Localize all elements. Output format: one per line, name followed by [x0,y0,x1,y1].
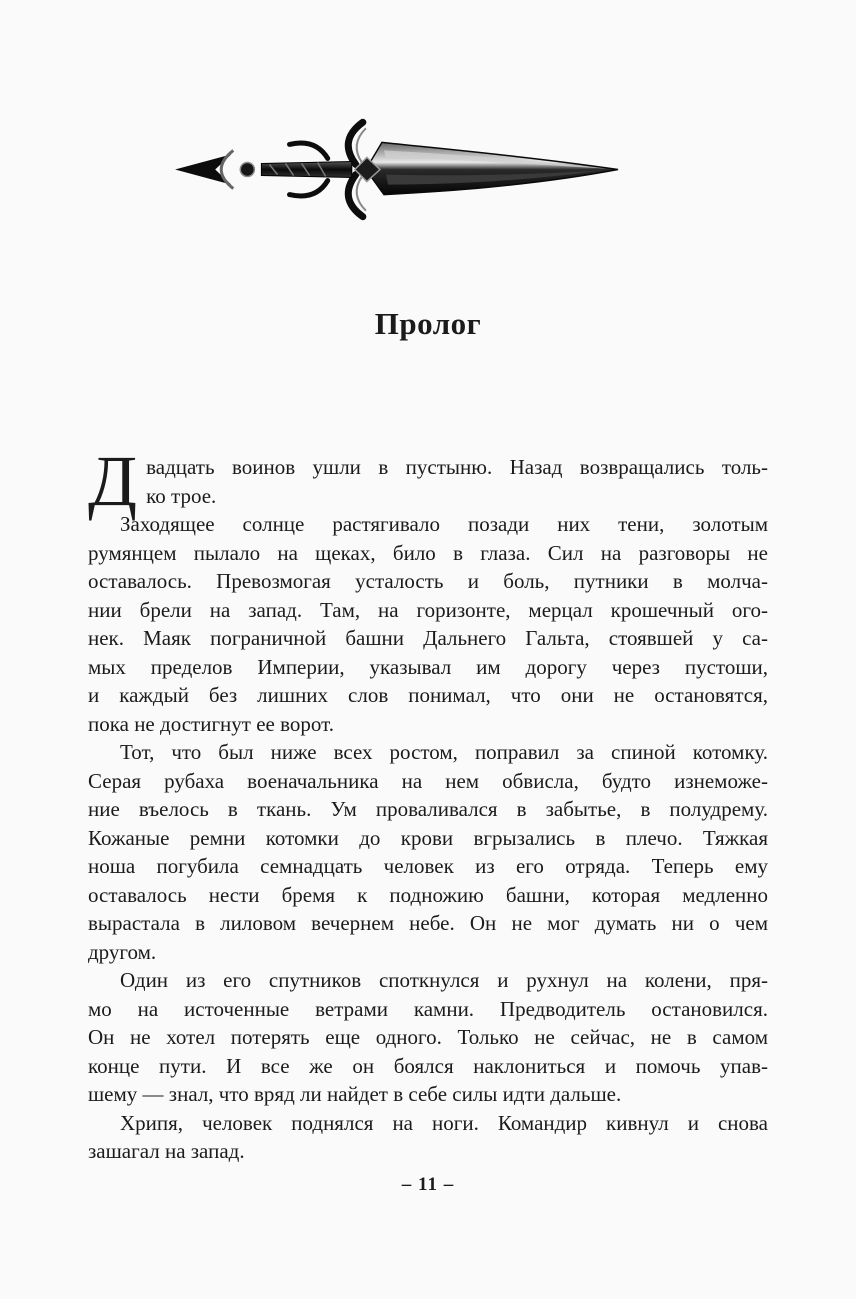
text-line: Заходящее солнце растягивало позади них тени, золотым [120,512,768,536]
text-line: оставалось. Превозмогая усталость и боль, путники в молча- [88,569,768,593]
text-line: вадцать воинов ушли в пустыню. Назад возвращались толь- [146,455,768,479]
text-line: Один из его спутников споткнулся и рухнул на колени, пря- [120,968,768,992]
text-line: Он не хотел потерять еще одного. Только не сейчас, не в самом [88,1025,768,1049]
paragraph [88,1109,768,1166]
text-line: Кожаные ремни котомки до крови вгрызались в плечо. Тяжкая [88,825,768,850]
paragraph [88,441,768,521]
text-line: румянцем пылало на щеках, било в глаза. Сил на разговоры не [88,540,768,565]
text-line: Тот, что был ниже всех ростом, поправил за спиной котомку. [120,740,768,764]
text-line: конце пути. И все же он боялся наклониться и помочь упав- [88,1053,768,1078]
text-line: оставалось нести бремя к подножию башни, которая медленно [88,882,768,907]
drop-cap: Д [88,441,138,521]
text-line: ноша погубила семнадцать человек из его отряда. Теперь ему [88,854,768,878]
text-line: шему — знал, что вряд ли найдет в себе силы идти дальше. [88,1082,622,1106]
text-line: зашагал на запад. [88,1139,245,1163]
text-line: ние въелось в ткань. Ум проваливался в забытье, в полудрему. [88,797,768,821]
paragraph [88,966,768,1109]
text-line: нек. Маяк пограничной башни Дальнего Гальта, стоявшей у са- [88,626,768,650]
text-line: и каждый без лишних слов понимал, что они не остановятся, [88,683,768,707]
text-line: мых пределов Империи, указывал им дорогу через пустоши, [88,654,768,679]
text-line: Серая рубаха военачальника на нем обвисла, будто изнеможе- [88,768,768,793]
paragraph [88,510,768,738]
body-text [88,441,768,1166]
page-number: – 11 – [401,1174,455,1195]
text-line: вырастала в лиловом вечернем небе. Он не мог думать ни о чем [88,911,768,935]
text-line: мо на источенные ветрами камни. Предводитель остановился. [88,996,768,1021]
text-line: ко трое. [146,483,217,508]
chapter-title: Пролог [374,306,482,341]
text-line: Хрипя, человек поднялся на ноги. Командир кивнул и снова [120,1110,768,1135]
sword-ornament-graphic [169,112,621,228]
paragraph [88,738,768,966]
text-line: другом. [88,939,157,964]
text-line: нии брели на запад. Там, на горизонте, мерцал крошечный ого- [88,597,768,622]
sword-ornament [169,112,621,228]
text-line: пока не достигнут ее ворот. [88,711,334,736]
